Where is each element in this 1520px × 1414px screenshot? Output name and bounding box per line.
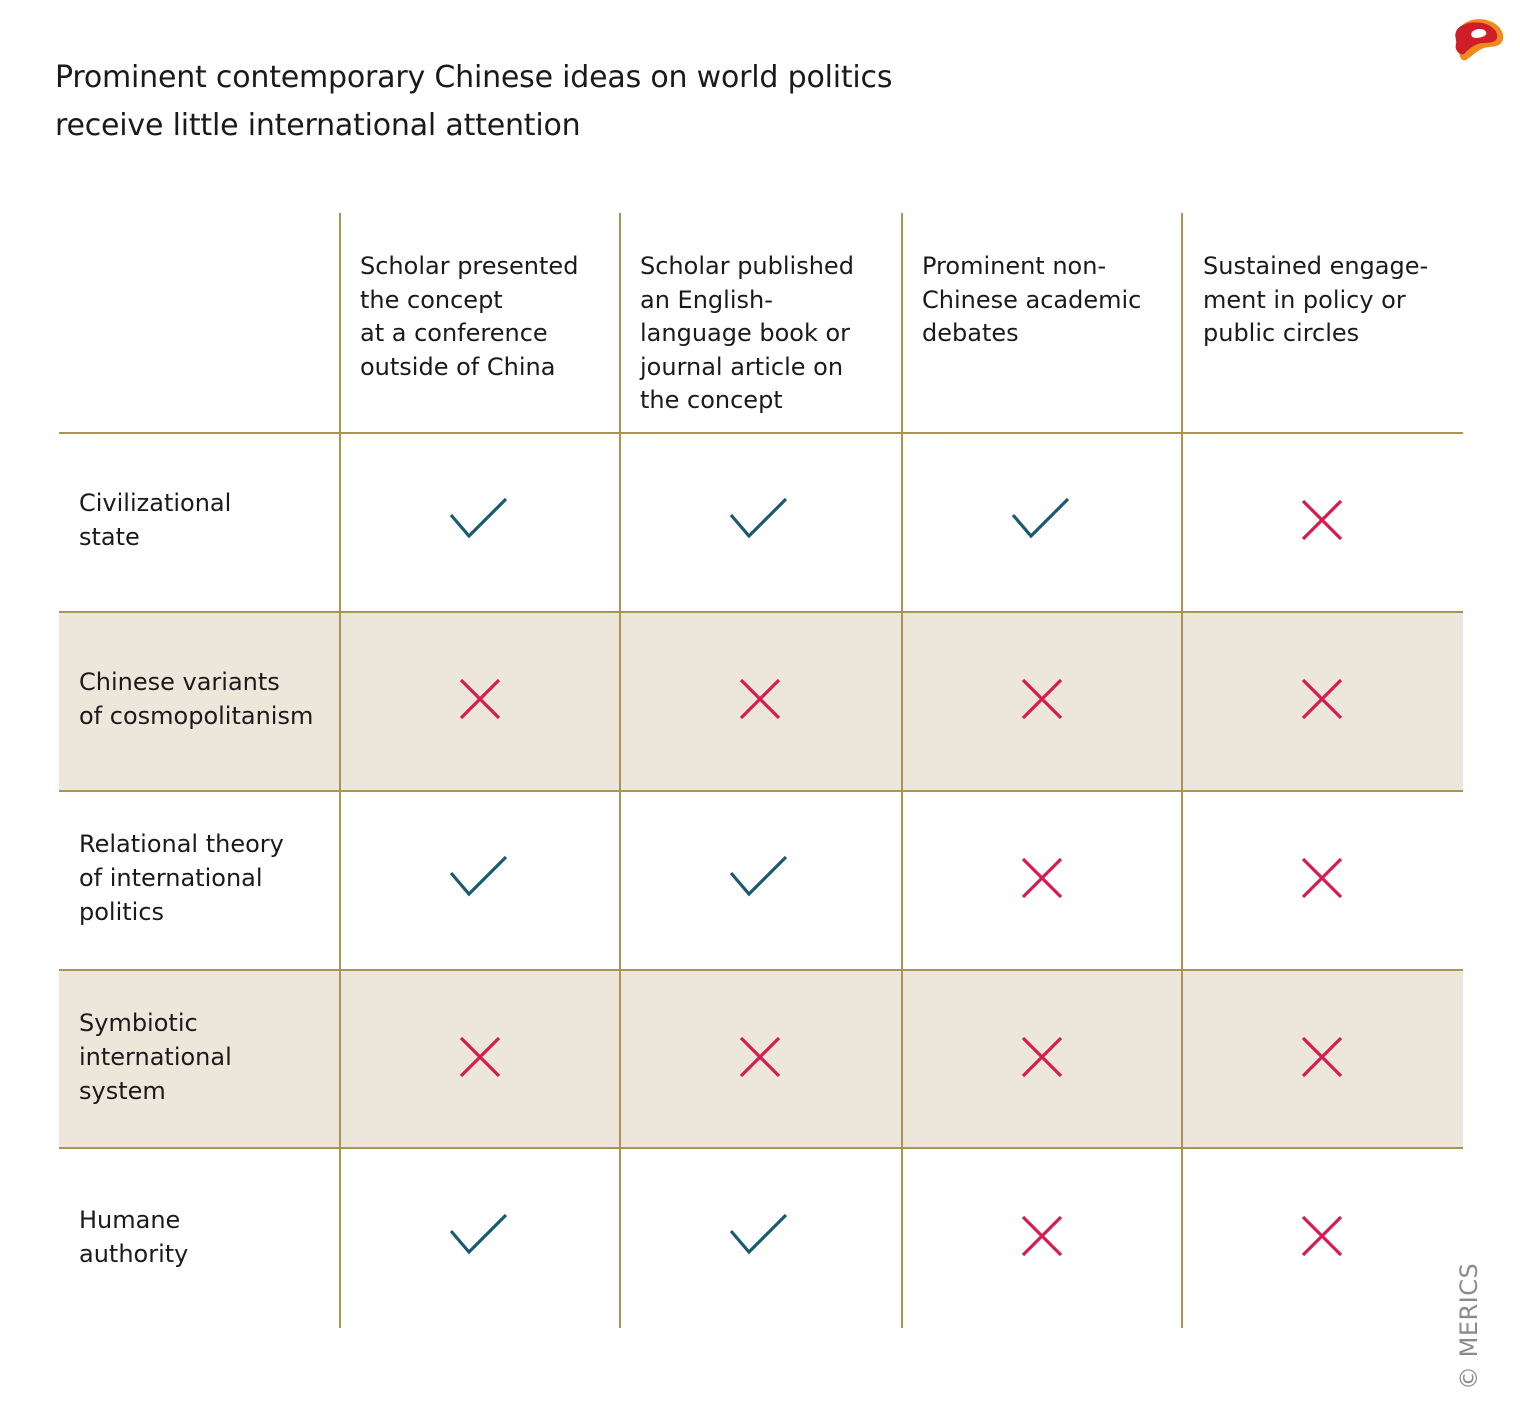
row-divider (59, 432, 1463, 434)
row-label: Relational theory of international politics (79, 830, 284, 926)
title-line-1: Prominent contemporary Chinese ideas on world politics (55, 60, 893, 95)
cross-icon (448, 1034, 512, 1082)
cross-icon (1010, 676, 1074, 724)
cross-icon (1290, 1034, 1354, 1082)
cross-icon (1010, 1034, 1074, 1082)
checkmark-icon (448, 855, 512, 903)
column-divider (1181, 213, 1183, 1328)
row-divider (59, 790, 1463, 792)
checkmark-icon (448, 1213, 512, 1261)
column-divider (901, 213, 903, 1328)
checkmark-icon (1010, 497, 1074, 545)
cross-icon (1290, 1213, 1354, 1261)
row-divider (59, 969, 1463, 971)
checkmark-icon (728, 497, 792, 545)
column-header: Prominent non- Chinese academic debates (922, 252, 1142, 348)
row-label: Humane authority (79, 1206, 189, 1268)
column-divider (339, 213, 341, 1328)
cross-icon (728, 1034, 792, 1082)
column-divider (619, 213, 621, 1328)
cross-icon (1010, 1213, 1074, 1261)
cross-icon (1290, 497, 1354, 545)
title-line-2: receive little international attention (55, 108, 581, 143)
row-label: Symbiotic international system (79, 1009, 232, 1105)
copyright-notice: © MERICS (1455, 1262, 1483, 1390)
cross-icon (448, 676, 512, 724)
column-header: Sustained engage- ment in policy or public circles (1203, 252, 1429, 348)
cross-icon (1290, 676, 1354, 724)
checkmark-icon (728, 855, 792, 903)
column-header: Scholar published an English- language book or journal article on the concept (640, 252, 854, 415)
row-divider (59, 1147, 1463, 1149)
cross-icon (728, 676, 792, 724)
column-header: Scholar presented the concept at a conference outside of China (360, 252, 579, 381)
row-divider (59, 611, 1463, 613)
row-label: Chinese variants of cosmopolitanism (79, 668, 314, 730)
checkmark-icon (728, 1213, 792, 1261)
row-label: Civilizational state (79, 489, 232, 551)
checkmark-icon (448, 497, 512, 545)
cross-icon (1290, 855, 1354, 903)
cross-icon (1010, 855, 1074, 903)
